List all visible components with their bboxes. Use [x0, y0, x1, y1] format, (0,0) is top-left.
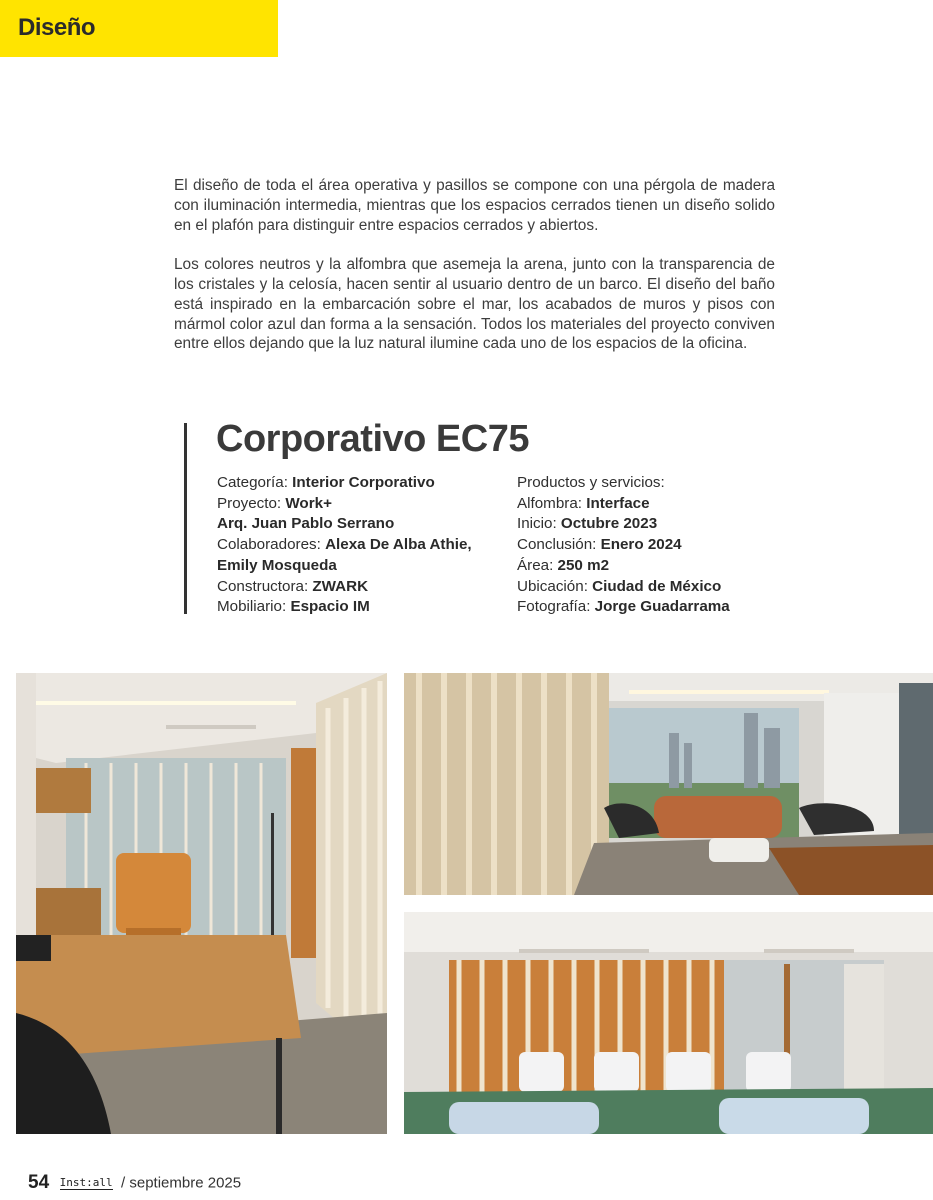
credit-categoria: Categoría: Interior Corporativo	[217, 474, 435, 491]
photo-conference-room	[404, 912, 933, 1134]
credit-fotografia: Fotografía: Jorge Guadarrama	[517, 598, 730, 616]
section-tab	[0, 0, 278, 57]
credit-alfombra: Alfombra: Interface	[517, 494, 650, 512]
photo-private-office	[16, 673, 387, 1134]
photo-lounge	[404, 673, 933, 895]
page-footer	[28, 1172, 241, 1194]
credit-colaboradores: Colaboradores: Alexa De Alba Athie,	[217, 536, 472, 554]
title-divider	[184, 423, 187, 614]
credits-left	[217, 473, 507, 618]
credit-inicio: Inicio: Octubre 2023	[517, 515, 658, 533]
project-title: Corporativo EC75	[216, 418, 529, 460]
credit-arquitecto: Arq. Juan Pablo Serrano	[217, 515, 395, 533]
credit-proyecto: Proyecto: Work+	[217, 494, 332, 512]
credit-productos: Productos y servicios:	[517, 474, 665, 491]
credit-ubicacion: Ubicación: Ciudad de México	[517, 577, 722, 595]
paragraph-1: El diseño de toda el área operativa y pasillos se compone con una pérgola de madera con iluminación intermedia, mientras que los espacios cerrados tienen un diseño solido en el plafón para distinguir entre espacios cerrados y abiertos.	[174, 177, 775, 234]
article-body	[174, 176, 775, 374]
page-number: 54	[28, 1172, 50, 1193]
brand-logo: Inst:all	[59, 1175, 113, 1189]
paragraph-2: Los colores neutros y la alfombra que asemeja la arena, junto con la transparencia de los cristales y la celosía, hacen sentir al usuario dentro de un barco. El diseño del baño está inspirado en la embarcación sobre el mar, los acabados de muros y pisos con mármol color azul dan forma a la sensación. Todos los materiales del proyecto conviven entre ellos dejando que la luz natural ilumine cada uno de los espacios de la oficina.	[174, 256, 775, 353]
credit-conclusion: Conclusión: Enero 2024	[517, 536, 682, 554]
credit-colaboradores-cont: Emily Mosqueda	[217, 556, 337, 574]
section-label: Diseño	[18, 14, 96, 41]
credit-constructora: Constructora: ZWARK	[217, 577, 369, 595]
credit-area: Área: 250 m2	[517, 556, 610, 574]
credit-mobiliario: Mobiliario: Espacio IM	[217, 598, 370, 616]
issue-date: / septiembre 2025	[121, 1174, 242, 1192]
credits-right	[517, 473, 897, 618]
